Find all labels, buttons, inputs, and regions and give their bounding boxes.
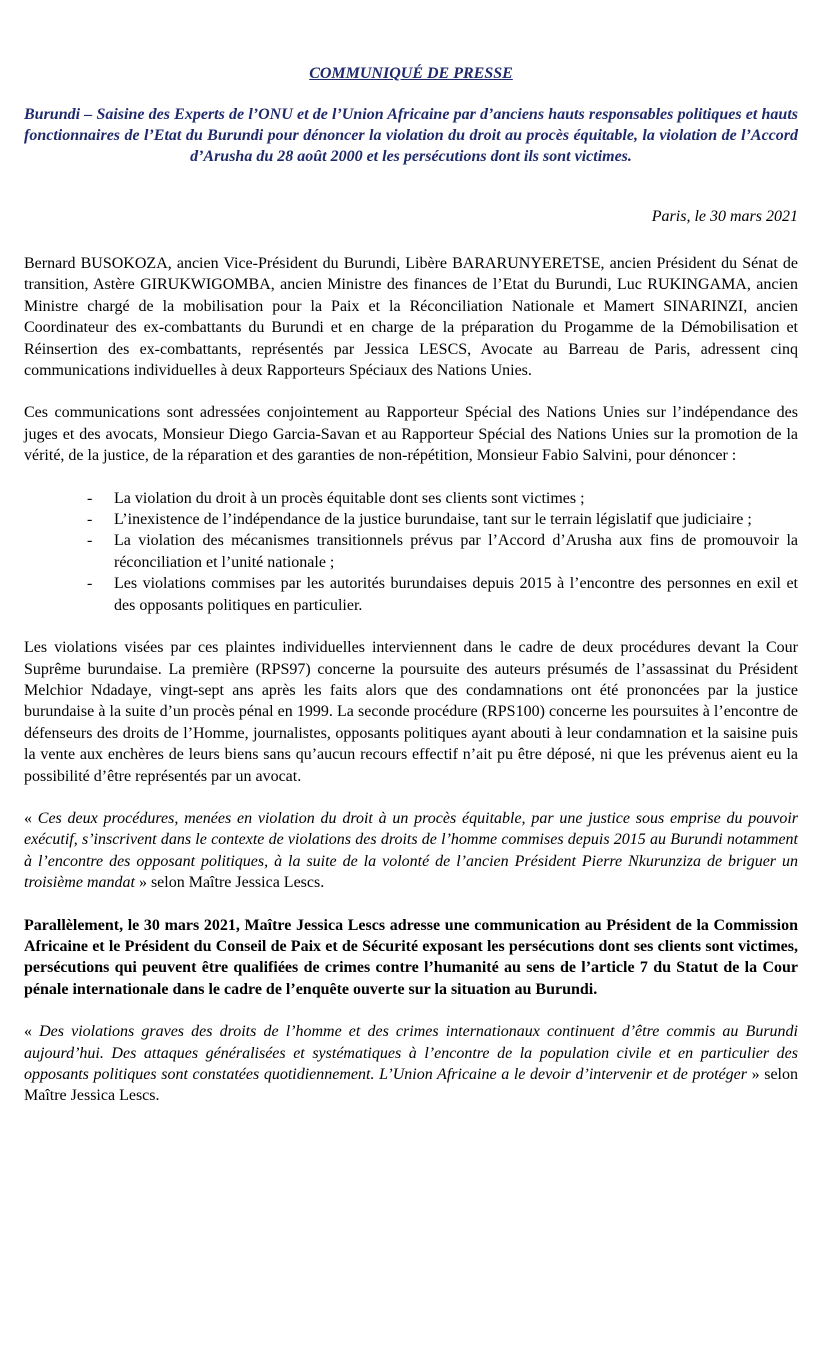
list-item-text: Les violations commises par les autorités burundaises depuis 2015 à l’encontre des personnes en exil et des opposants politiques en particulier.	[114, 575, 798, 614]
list-item-text: L’inexistence de l’indépendance de la justice burundaise, tant sur le terrain législatif que judiciaire ;	[114, 511, 752, 529]
grievance-list	[24, 488, 798, 616]
list-item	[24, 509, 798, 530]
list-item-text: La violation du droit à un procès équitable dont ses clients sont victimes ;	[114, 489, 585, 507]
paragraph-procedures: Les violations visées par ces plaintes individuelles interviennent dans le cadre de deux procédures devant la Cour Suprême burundaise. La première (RPS97) concerne la poursuite des auteurs présumés de l’assassinat du Président Melchior Ndadaye, vingt-sept ans après les faits alors que des condamnations ont été prononcées par la justice burundaise à la suite d’un procès pénal en 1999. La seconde procédure (RPS100) concerne les poursuites à l’encontre de défenseurs des droits de l’Homme, journalistes, opposants politiques ayant abouti à leur condamnation et la saisine puis la vente aux enchères de leurs biens sans qu’aucun recours effectif n’ait pu être déposé, ni que les prévenus aient eu la possibilité d’être représentés par un avocat.	[24, 639, 798, 785]
bullet-dash: -	[87, 575, 93, 593]
list-item	[24, 488, 798, 509]
dateline: Paris, le 30 mars 2021	[651, 208, 798, 225]
quote-violations	[24, 1021, 798, 1107]
bullet-dash: -	[87, 532, 93, 550]
quote-open-mark: «	[24, 1023, 40, 1041]
quote-attribution: » selon Maître Jessica Lescs.	[24, 1066, 798, 1105]
paragraph-signatories: Bernard BUSOKOZA, ancien Vice-Président du Burundi, Libère BARARUNYERETSE, ancien Président du Sénat de transition, Astère GIRUKWIGOMBA, ancien Ministre des finances de l’Etat du Burundi, Luc RUKINGAMA, ancien Ministre chargé de la mobilisation pour la Paix et la Réconciliation Nationale et Mamert SINARINZI, ancien Coordinateur des ex-combattants du Burundi et en charge de la préparation du Progamme de la Démobilisation et Réinsertion des ex-combattants, représentés par Jessica LESCS, Avocate au Barreau de Paris, adressent cinq communications individuelles à deux Rapporteurs Spéciaux des Nations Unies.	[24, 255, 798, 380]
bullet-dash: -	[87, 489, 93, 507]
list-item	[24, 573, 798, 616]
quote-procedures	[24, 808, 798, 894]
document-title: COMMUNIQUÉ DE PRESSE	[309, 65, 513, 82]
document-subtitle: Burundi – Saisine des Experts de l’ONU et de l’Union Africaine par d’anciens hauts responsables politiques et hauts fonctionnaires de l’Etat du Burundi pour dénoncer la violation du droit au procès équitable, la violation de l’Accord d’Arusha du 28 août 2000 et les persécutions dont ils sont victimes.	[24, 106, 798, 165]
bullet-dash: -	[87, 511, 93, 529]
quote-text: Ces deux procédures, menées en violation du droit à un procès équitable, par une justice sous emprise du pouvoir exécutif, s’inscrivent dans le contexte de violations des droits de l’homme commises depuis 2015 au Burundi notamment à l’encontre des opposant politiques, à la suite de la volonté de l’ancien Président Pierre Nkurunziza de briguer un troisième mandat	[24, 809, 799, 892]
quote-attribution: » selon Maître Jessica Lescs.	[134, 874, 325, 892]
paragraph-african-commission: Parallèlement, le 30 mars 2021, Maître Jessica Lescs adresse une communication au Président de la Commission Africaine et le Président du Conseil de Paix et de Sécurité exposant les persécutions dont ses clients sont victimes, persécutions qui peuvent être qualifiées de crimes contre l’humanité au sens de l’article 7 du Statut de la Cour pénale internationale dans le cadre de l’enquête ouverte sur la situation au Burundi.	[24, 916, 798, 998]
list-item-text: La violation des mécanismes transitionnels prévus par l’Accord d’Arusha aux fins de promouvoir la réconciliation et l’unité nationale ;	[114, 532, 798, 571]
paragraph-communications: Ces communications sont adressées conjointement au Rapporteur Spécial des Nations Unies sur l’indépendance des juges et des avocats, Monsieur Diego Garcia-Savan et au Rapporteur Spécial des Nations Unies sur la promotion de la vérité, de la justice, de la réparation et des garanties de non-répétition, Monsieur Fabio Salvini, pour dénoncer :	[24, 404, 798, 465]
quote-text: Des violations graves des droits de l’homme et des crimes internationaux continuent d’être commis au Burundi aujourd’hui. Des attaques généralisées et systématiques à l’encontre de la population civile et en particulier des opposants politiques sont constatées quotidiennement. L’Union Africaine a le devoir d’intervenir et de protéger	[24, 1023, 799, 1083]
quote-open-mark: «	[24, 809, 38, 827]
list-item	[24, 530, 798, 573]
press-release-page	[24, 64, 798, 1107]
